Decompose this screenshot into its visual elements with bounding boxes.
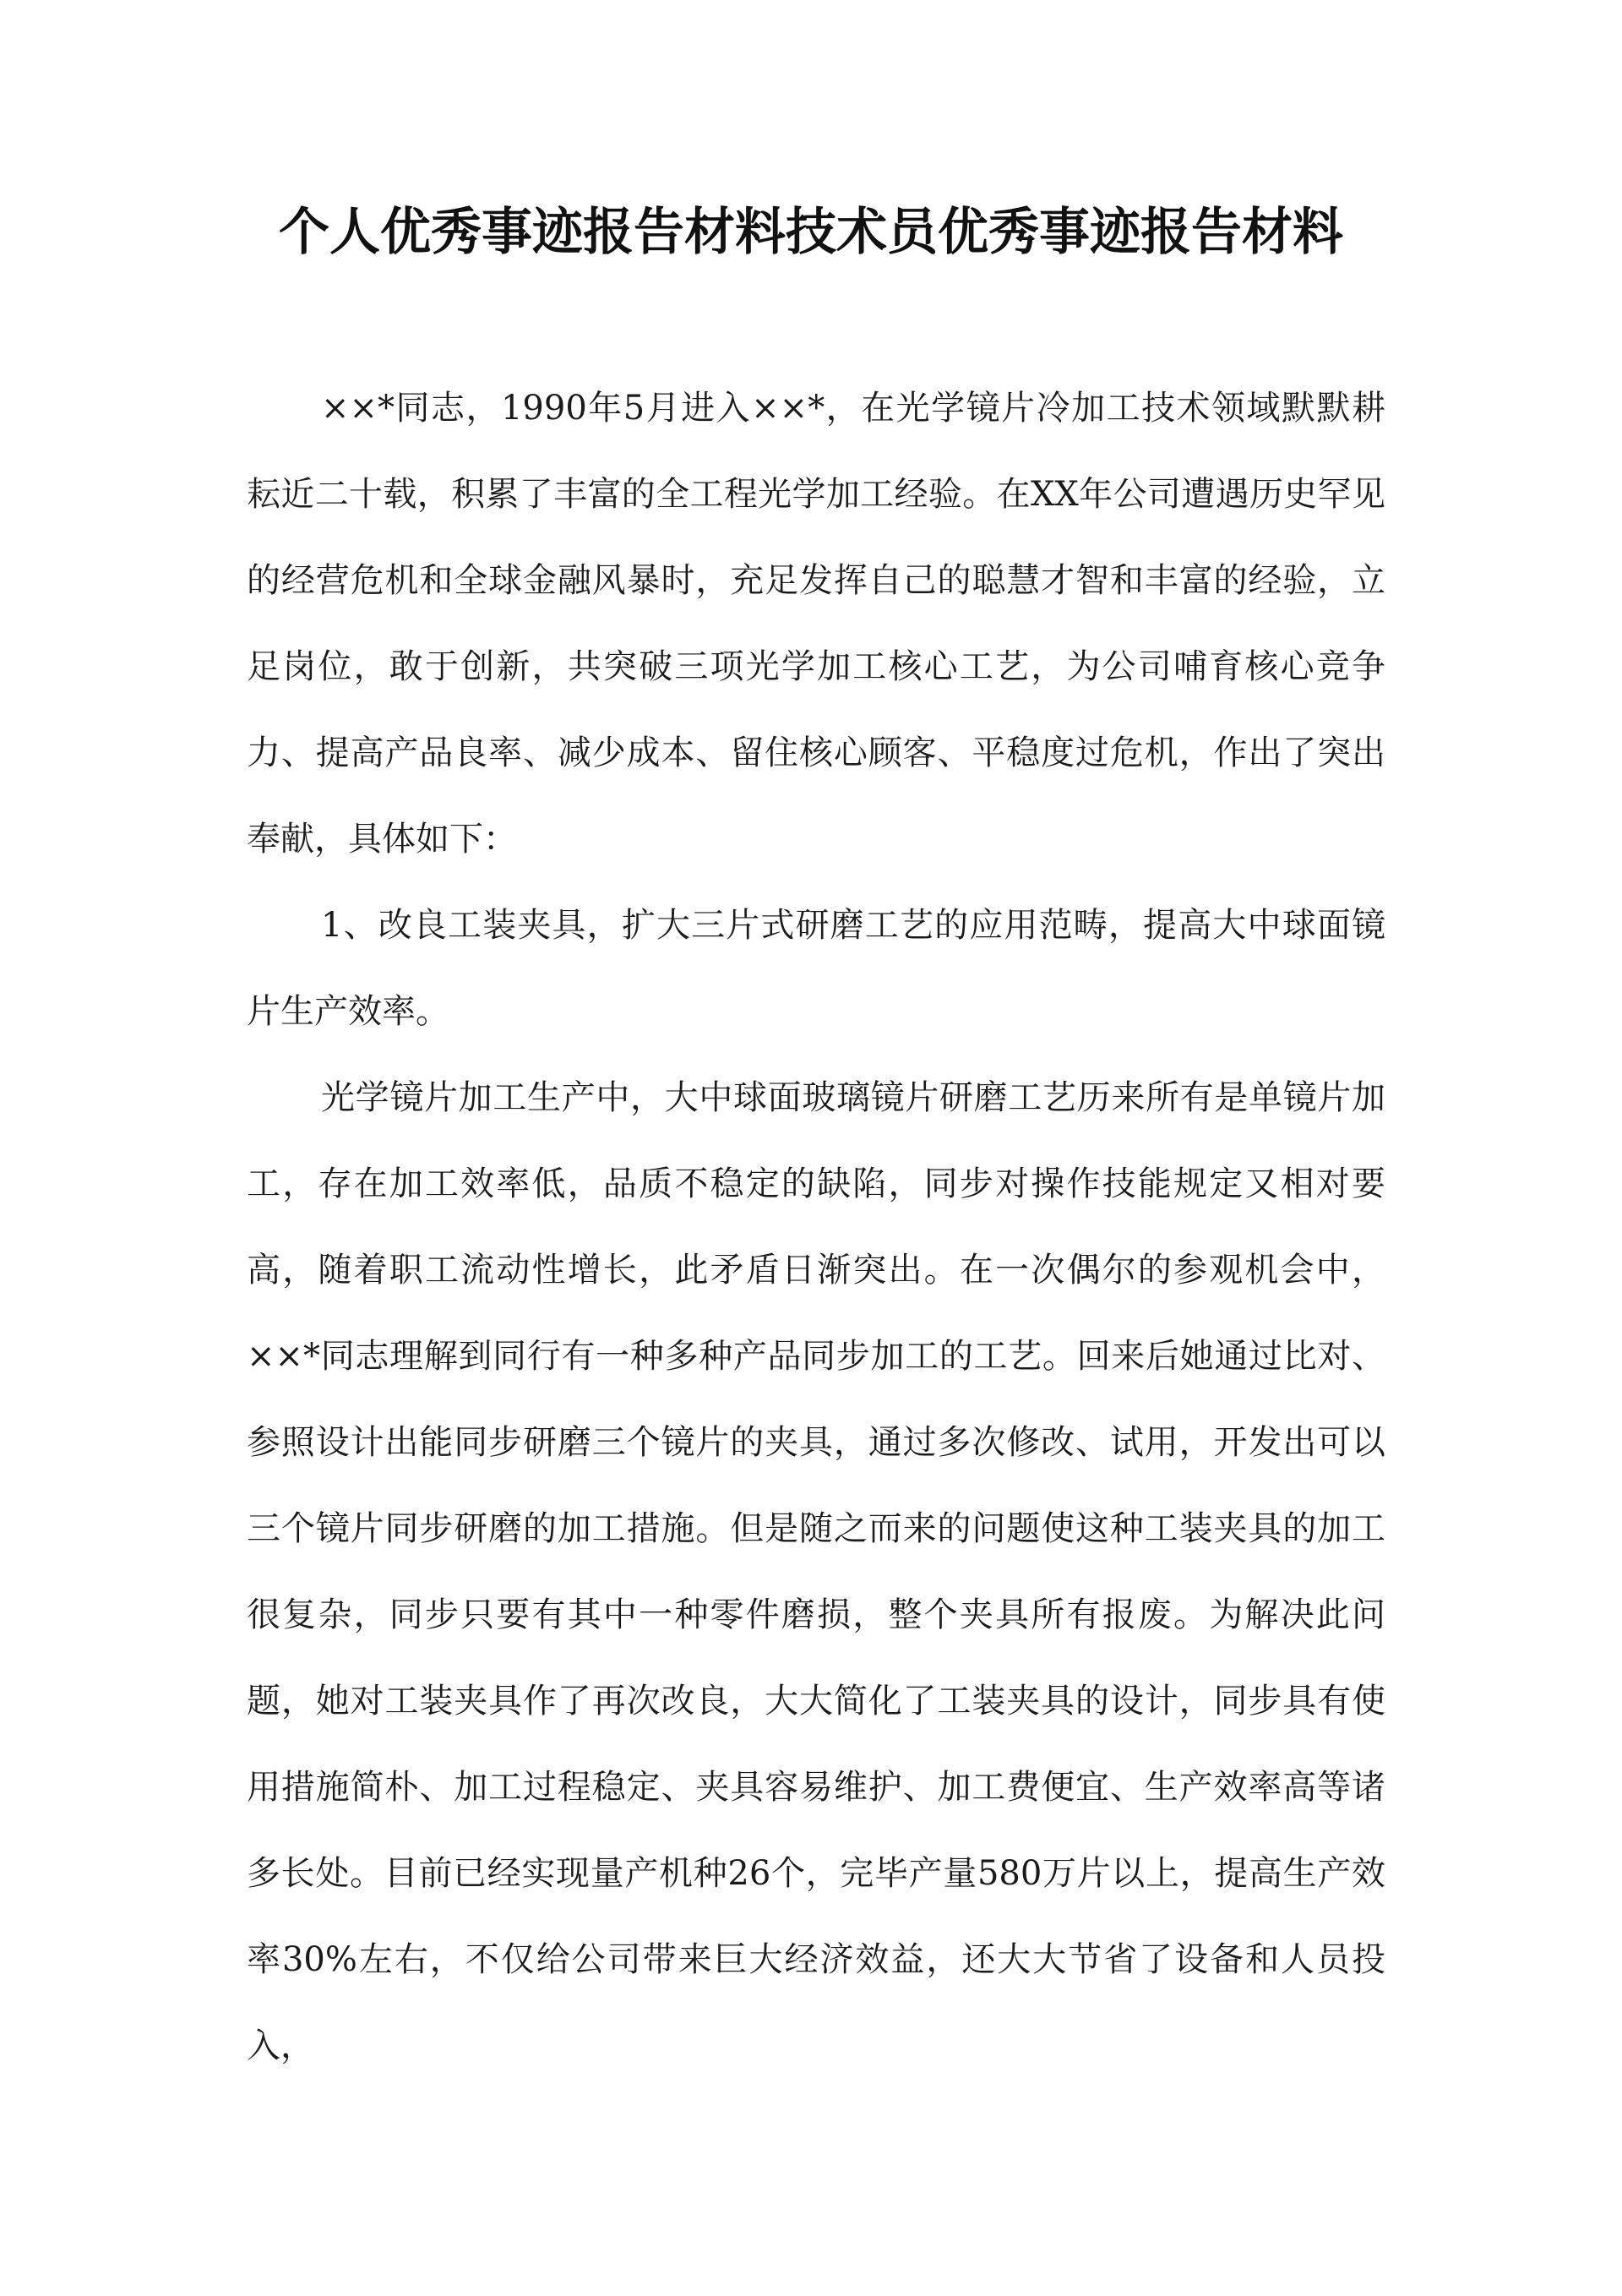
paragraph-item-1-heading: 1、改良工装夹具，扩大三片式研磨工艺的应用范畴，提高大中球面镜片生产效率。	[247, 906, 1385, 1031]
document-body	[247, 365, 1385, 2089]
document-title: 个人优秀事迹报告材料技术员优秀事迹报告材料	[279, 203, 1343, 262]
paragraph-item-1-detail: 光学镜片加工生产中，大中球面玻璃镜片研磨工艺历来所有是单镜片加工，存在加工效率低，品质不稳定的缺陷，同步对操作技能规定又相对要高，随着职工流动性增长，此矛盾日渐突出。在一次偶尔的参观机会中，××*同志理解到同行有一种多种产品同步加工的工艺。回来后她通过比对、参照设计出能同步研磨三个镜片的夹具，通过多次修改、试用，开发出可以三个镜片同步研磨的加工措施。但是随之而来的问题使这种工装夹具的加工很复杂，同步只要有其中一种零件磨损，整个夹具所有报废。为解决此问题，她对工装夹具作了再次改良，大大简化了工装夹具的设计，同步具有使用措施简朴、加工过程稳定、夹具容易维护、加工费便宜、生产效率高等诸多长处。目前已经实现量产机种26个，完毕产量580万片以上，提高生产效率30%左右，不仅给公司带来巨大经济效益，还大大节省了设备和人员投入，	[247, 1078, 1385, 2065]
paragraph-intro: ××*同志，1990年5月进入××*，在光学镜片冷加工技术领域默默耕耘近二十载，积累了丰富的全工程光学加工经验。在XX年公司遭遇历史罕见的经营危机和全球金融风暴时，充足发挥自己的聪慧才智和丰富的经验，立足岗位，敢于创新，共突破三项光学加工核心工艺，为公司哺育核心竞争力、提高产品良率、减少成本、留住核心顾客、平稳度过危机，作出了突出奉献，具体如下：	[247, 389, 1385, 859]
